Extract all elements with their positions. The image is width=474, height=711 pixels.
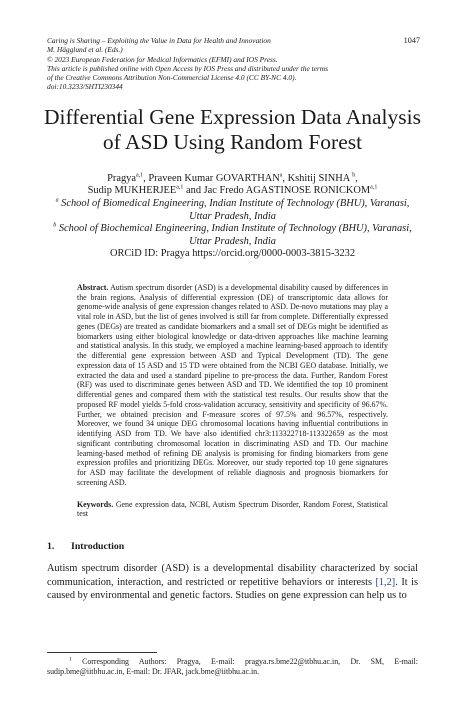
section-title: Introduction xyxy=(71,541,125,553)
keywords-label: Keywords. xyxy=(77,499,114,509)
author-name: , Praveen Kumar GOVARTHAN xyxy=(143,172,280,184)
introduction-paragraph xyxy=(47,562,418,603)
section-heading xyxy=(47,541,418,552)
footnote-rule xyxy=(47,652,157,653)
author-affiliation-mark: a,1 xyxy=(135,172,144,179)
author-name: Sudip MUKHERJEE xyxy=(87,185,177,197)
publication-header xyxy=(47,36,418,92)
author-name: Pragya xyxy=(107,172,136,184)
title-line: Differential Gene Expression Data Analysis xyxy=(44,104,421,129)
intro-text: . It is caused by environmental and genetic factors. Studies on gene expression can help us to xyxy=(47,576,418,602)
author-line xyxy=(47,185,418,198)
header-line: Caring is Sharing – Exploiting the Value in Data for Health and Innovation xyxy=(47,36,271,45)
affiliation-b xyxy=(47,223,418,248)
keywords-text: Gene expression data, NCBI, Autism Spectrum Disorder, Random Forest, Statistical test xyxy=(77,499,388,519)
affiliation-line xyxy=(47,223,418,236)
affiliation-mark: b xyxy=(53,222,57,229)
footnote-text: Corresponding Authors: Pragya, E-mail: pragya.rs.bme22@itbhu.ac.in, Dr. SM, E-mail: sudip.bme@iitbhu.ac.in, E-mail: Dr. JFAR, jack.bme@iitbhu.ac.in. xyxy=(47,657,418,677)
abstract-text: Autism spectrum disorder (ASD) is a developmental disability caused by differences in the brain regions. Analysis of differential expression (DE) of transcriptomic data allows for genome-wide analysis of gene expression changes related to ASD. De-novo mutations may play a vital role in ASD, but the list of genes involved is still far from complete. Differentially expressed genes (DEGs) are treated as candidate biomarkers and a small set of DEGs might be identified as biomarkers using either biological knowledge or data-driven approaches like machine learning and statistical analysis. In this study, we employed a machine learning-based approach to identify the differential gene expression between ASD and Typical Development (TD). The gene expression data of 15 ASD and 15 TD were obtained from the NCBI GEO database. Initially, we extracted the data and used a standard pipeline to pre-process the data. Further, Random Forest (RF) was used to discriminate genes between ASD and TD. We identified the top 10 prominent differential genes and compared them with the statistical test results. Our results show that the proposed RF model yields 5-fold cross-validation accuracy, sensitivity and specificity of 96.67%. Further, we obtained precision and F-measure scores of 97.5% and 96.57%, respectively. Moreover, we found 34 unique DEG chromosomal locations having influential contributions in identifying ASD from TD. We have also identified chr3:113322718-113322659 as the most significant contributing chromosomal location in discriminating ASD and TD. Our machine learning-based method of refining DE analysis is promising for finding biomarkers from gene expression profiles and prioritizing DEGs. Moreover, our study reported top 10 gene signatures for ASD may facilitate the development of reliable diagnosis and prognosis biomarkers for screening ASD. xyxy=(77,282,388,487)
paper-page xyxy=(44,36,421,603)
citation-link[interactable]: [1,2] xyxy=(375,576,396,588)
page-number: 1047 xyxy=(403,36,420,45)
author-affiliation-mark: a xyxy=(279,172,283,179)
title-line: of ASD Using Random Forest xyxy=(102,129,363,154)
header-line: M. Hägglund et al. (Eds.) xyxy=(47,45,123,55)
affiliation-line: Uttar Pradesh, India xyxy=(189,210,276,222)
affiliation-line xyxy=(47,198,418,211)
footnote-mark: 1 xyxy=(69,656,72,663)
author-separator: , xyxy=(355,172,358,184)
abstract xyxy=(77,283,388,488)
author-name: , Kshitij SINHA xyxy=(282,172,353,184)
author-affiliation-mark: a,1 xyxy=(370,184,378,191)
abstract-label: Abstract. xyxy=(77,282,109,292)
affiliation-mark: a xyxy=(55,197,59,204)
intro-text: Autism spectrum disorder (ASD) is a developmental disability characterized by social communication, interaction, and restricted or repetitive behaviors or interests xyxy=(47,563,418,588)
affiliation-a xyxy=(47,198,418,223)
footnote xyxy=(47,657,418,677)
doi-line: doi:10.3233/SHTI230344 xyxy=(47,82,123,92)
header-line: of the Creative Commons Attribution Non-Commercial License 4.0 (CC BY-NC 4.0). xyxy=(47,73,297,83)
header-line: This article is published online with Open Access by IOS Press and distributed under the terms xyxy=(47,63,329,73)
paper-title xyxy=(35,105,430,155)
author-list xyxy=(47,173,418,198)
affiliation-text: School of Biochemical Engineering, Indian Institute of Technology (BHU), Varanasi, xyxy=(56,223,412,235)
affiliation-line: Uttar Pradesh, India xyxy=(189,235,276,247)
section-number: 1. xyxy=(47,541,55,553)
author-name: and Jac Fredo AGASTINOSE RONICKOM xyxy=(183,185,371,197)
author-line xyxy=(47,173,418,186)
header-line: © 2023 European Federation for Medical Informatics (EFMI) and IOS Press. xyxy=(47,54,278,64)
author-affiliation-mark: b xyxy=(352,172,356,179)
affiliation-text: School of Biomedical Engineering, Indian Institute of Technology (BHU), Varanasi, xyxy=(58,197,410,209)
author-affiliation-mark: a,1 xyxy=(176,184,184,191)
keywords xyxy=(77,500,388,520)
orcid-line[interactable]: ORCiD ID: Pragya https://orcid.org/0000-0003-3815-3232 xyxy=(109,248,356,260)
